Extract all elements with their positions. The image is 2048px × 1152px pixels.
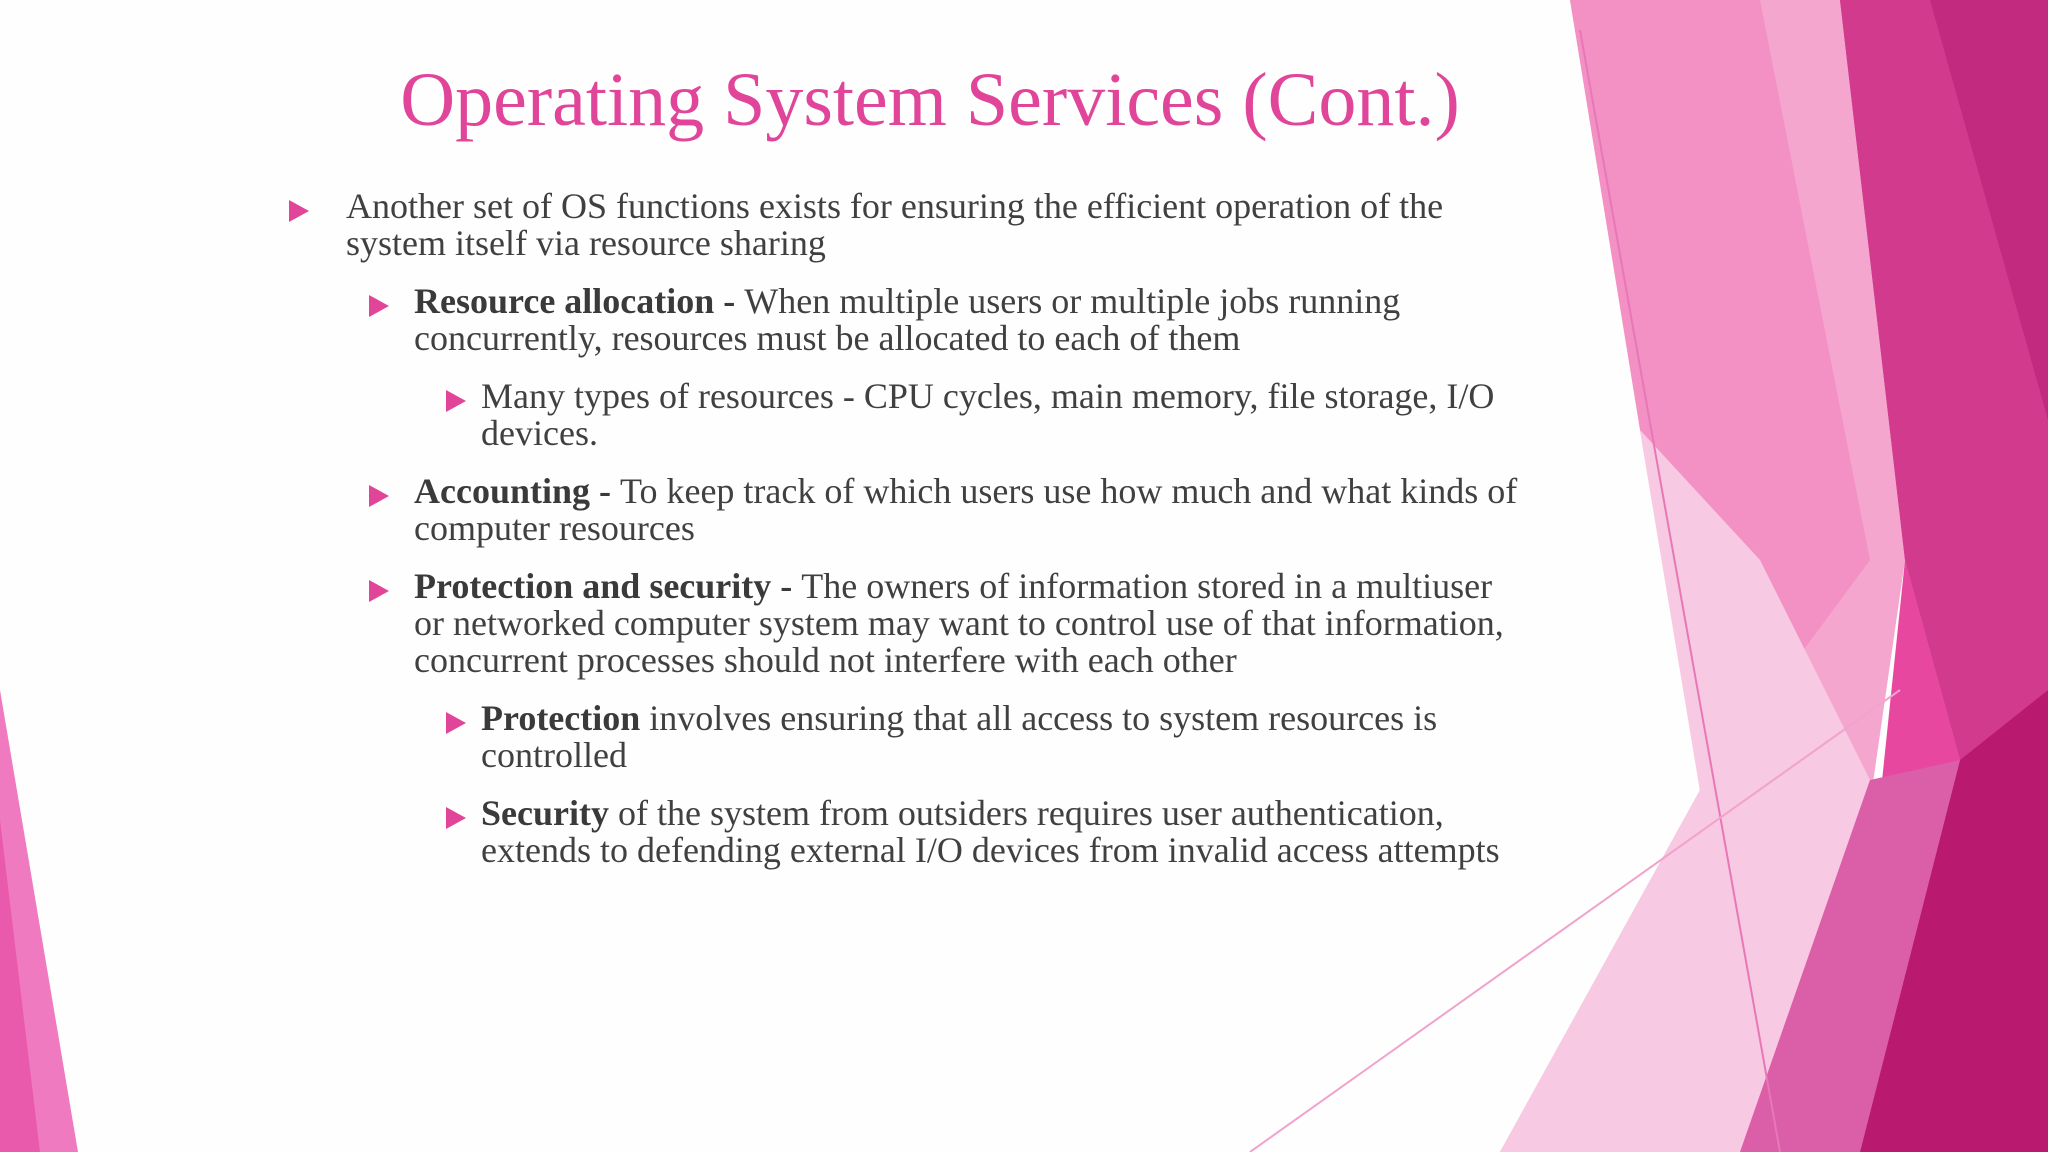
slide-title: Operating System Services (Cont.) (400, 58, 1460, 142)
bullet-item-level2 (280, 283, 1520, 357)
bullet-text-body: When multiple users or multiple jobs running concurrently, resources must be allocated to each of them (414, 281, 1401, 358)
bullet-text (346, 188, 1520, 262)
bullet-text-body: Another set of OS functions exists for ensuring the efficient operation of the system itself via resource sharing (346, 186, 1444, 263)
bullet-text (481, 795, 1520, 869)
bullet-item-level3 (280, 700, 1520, 774)
bullet-item-level2 (280, 568, 1520, 679)
bullet-bold-term: Accounting - (414, 471, 620, 511)
right-triangle-icon (369, 485, 389, 507)
right-triangle-icon (446, 807, 466, 829)
bullet-item-level3 (280, 378, 1520, 452)
bullet-bold-term: Protection (481, 698, 641, 738)
bullet-text (481, 378, 1520, 452)
right-triangle-icon (289, 200, 309, 222)
bullet-text (414, 283, 1520, 357)
bullet-text-body: To keep track of which users use how much and what kinds of computer resources (414, 471, 1518, 548)
bullet-bold-term: Resource allocation - (414, 281, 745, 321)
bullet-text (414, 568, 1520, 679)
bullet-text (414, 473, 1520, 547)
bullet-item-level1 (280, 188, 1520, 262)
right-triangle-icon (369, 295, 389, 317)
right-triangle-icon (446, 712, 466, 734)
right-triangle-icon (369, 580, 389, 602)
bullet-text-body: The owners of information stored in a multiuser or networked computer system may want to control use of that information, concurrent processes should not interfere with each other (414, 566, 1504, 680)
bullet-text-body: Many types of resources - CPU cycles, main memory, file storage, I/O devices. (481, 376, 1495, 453)
bullet-item-level3 (280, 795, 1520, 869)
bullet-bold-term: Protection and security - (414, 566, 802, 606)
bullet-text-body: of the system from outsiders requires user authentication, extends to defending external I/O devices from invalid access attempts (481, 793, 1500, 870)
bullet-item-level2 (280, 473, 1520, 547)
right-triangle-icon (446, 390, 466, 412)
bullet-text-body: involves ensuring that all access to system resources is controlled (481, 698, 1438, 775)
bullet-list (280, 188, 1520, 890)
bullet-bold-term: Security (481, 793, 609, 833)
bullet-text (481, 700, 1520, 774)
